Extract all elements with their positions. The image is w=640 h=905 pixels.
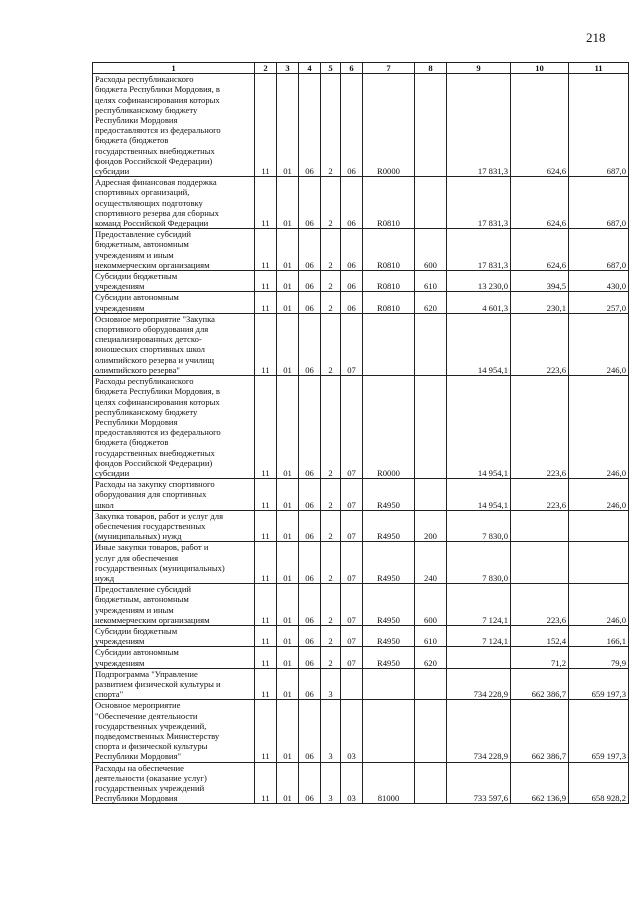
- code-cell: 01: [277, 762, 299, 804]
- code-cell: 01: [277, 376, 299, 479]
- code-cell: R0810: [363, 177, 415, 229]
- code-cell: [415, 177, 447, 229]
- code-cell: 06: [299, 74, 321, 177]
- amount-cell: 79,9: [569, 647, 629, 668]
- code-cell: 11: [255, 479, 277, 511]
- code-cell: 07: [341, 625, 363, 646]
- amount-cell: 246,0: [569, 376, 629, 479]
- code-cell: 07: [341, 584, 363, 626]
- row-name-cell: Расходы республиканского бюджета Республики Мордовия, в целях софинансирования которых республиканскому бюджету Республики Мордовия предоставляются из федерального бюджета (бюджетов государственных внебюджетных фондов Российской Федерации) субсидии: [93, 74, 255, 177]
- row-name-cell: Закупка товаров, работ и услуг для обеспечения государственных (муниципальных) нужд: [93, 510, 255, 542]
- amount-cell: [569, 542, 629, 584]
- amount-cell: 7 830,0: [447, 510, 511, 542]
- header-cell: 1: [93, 63, 255, 74]
- amount-cell: 7 830,0: [447, 542, 511, 584]
- code-cell: [415, 313, 447, 375]
- amount-cell: 394,5: [511, 271, 569, 292]
- header-cell: 7: [363, 63, 415, 74]
- table-row: [93, 762, 629, 804]
- amount-cell: [569, 510, 629, 542]
- code-cell: 06: [299, 479, 321, 511]
- amount-cell: [447, 647, 511, 668]
- code-cell: [363, 668, 415, 700]
- amount-cell: 659 197,3: [569, 700, 629, 762]
- amount-cell: 223,6: [511, 313, 569, 375]
- amount-cell: 257,0: [569, 292, 629, 313]
- code-cell: 01: [277, 625, 299, 646]
- amount-cell: 734 228,9: [447, 668, 511, 700]
- code-cell: 11: [255, 313, 277, 375]
- amount-cell: 246,0: [569, 584, 629, 626]
- code-cell: 2: [321, 584, 341, 626]
- table-row: [93, 700, 629, 762]
- code-cell: 06: [299, 271, 321, 292]
- amount-cell: 662 386,7: [511, 668, 569, 700]
- amount-cell: 624,6: [511, 177, 569, 229]
- code-cell: R0000: [363, 74, 415, 177]
- row-name-cell: Предоставление субсидий бюджетным, автономным учреждениям и иным некоммерческим организациям: [93, 584, 255, 626]
- table-row: [93, 542, 629, 584]
- amount-cell: 7 124,1: [447, 625, 511, 646]
- code-cell: 600: [415, 229, 447, 271]
- code-cell: 610: [415, 625, 447, 646]
- row-name-cell: Иные закупки товаров, работ и услуг для обеспечения государственных (муниципальных) нужд: [93, 542, 255, 584]
- code-cell: 01: [277, 74, 299, 177]
- code-cell: 2: [321, 271, 341, 292]
- code-cell: 06: [299, 542, 321, 584]
- code-cell: 11: [255, 271, 277, 292]
- code-cell: 2: [321, 313, 341, 375]
- code-cell: 11: [255, 376, 277, 479]
- code-cell: 3: [321, 668, 341, 700]
- code-cell: R4950: [363, 510, 415, 542]
- code-cell: [415, 479, 447, 511]
- header-cell: 5: [321, 63, 341, 74]
- code-cell: 07: [341, 376, 363, 479]
- code-cell: 07: [341, 647, 363, 668]
- table-row: [93, 177, 629, 229]
- code-cell: R4950: [363, 647, 415, 668]
- amount-cell: 687,0: [569, 177, 629, 229]
- code-cell: R0000: [363, 376, 415, 479]
- code-cell: [415, 74, 447, 177]
- code-cell: 06: [299, 584, 321, 626]
- code-cell: 06: [299, 510, 321, 542]
- amount-cell: 166,1: [569, 625, 629, 646]
- amount-cell: 223,6: [511, 479, 569, 511]
- amount-cell: 14 954,1: [447, 313, 511, 375]
- code-cell: R0810: [363, 292, 415, 313]
- table-row: [93, 625, 629, 646]
- code-cell: 3: [321, 700, 341, 762]
- table-row: [93, 510, 629, 542]
- table-row: [93, 376, 629, 479]
- table-row: [93, 647, 629, 668]
- amount-cell: 662 386,7: [511, 700, 569, 762]
- table-row: [93, 313, 629, 375]
- code-cell: [415, 762, 447, 804]
- code-cell: 11: [255, 229, 277, 271]
- code-cell: 06: [341, 271, 363, 292]
- code-cell: 06: [299, 668, 321, 700]
- table-row: [93, 668, 629, 700]
- header-cell: 9: [447, 63, 511, 74]
- code-cell: 11: [255, 668, 277, 700]
- code-cell: 11: [255, 542, 277, 584]
- code-cell: 2: [321, 510, 341, 542]
- code-cell: 06: [299, 625, 321, 646]
- row-name-cell: Основное мероприятие "Обеспечение деятельности государственных учреждений, подведомственных Министерству спорта и физической культуры Республики Мордовия": [93, 700, 255, 762]
- code-cell: 2: [321, 292, 341, 313]
- code-cell: 2: [321, 376, 341, 479]
- amount-cell: 17 831,3: [447, 74, 511, 177]
- table-row: [93, 584, 629, 626]
- code-cell: 11: [255, 700, 277, 762]
- code-cell: 06: [341, 292, 363, 313]
- code-cell: 01: [277, 700, 299, 762]
- amount-cell: 658 928,2: [569, 762, 629, 804]
- code-cell: 07: [341, 313, 363, 375]
- code-cell: 06: [299, 700, 321, 762]
- row-name-cell: Подпрограмма "Управление развитием физической культуры и спорта": [93, 668, 255, 700]
- code-cell: 01: [277, 647, 299, 668]
- table-row: [93, 229, 629, 271]
- code-cell: 240: [415, 542, 447, 584]
- row-name-cell: Предоставление субсидий бюджетным, автономным учреждениям и иным некоммерческим организациям: [93, 229, 255, 271]
- code-cell: 600: [415, 584, 447, 626]
- amount-cell: 687,0: [569, 229, 629, 271]
- amount-cell: 223,6: [511, 584, 569, 626]
- table-row: [93, 271, 629, 292]
- code-cell: 07: [341, 479, 363, 511]
- code-cell: 01: [277, 542, 299, 584]
- code-cell: 2: [321, 625, 341, 646]
- code-cell: 11: [255, 292, 277, 313]
- amount-cell: 430,0: [569, 271, 629, 292]
- row-name-cell: Субсидии автономным учреждениям: [93, 647, 255, 668]
- code-cell: 2: [321, 74, 341, 177]
- code-cell: [341, 668, 363, 700]
- amount-cell: 4 601,3: [447, 292, 511, 313]
- table-header-row: [93, 63, 629, 74]
- row-name-cell: Субсидии автономным учреждениям: [93, 292, 255, 313]
- amount-cell: 246,0: [569, 479, 629, 511]
- code-cell: [363, 313, 415, 375]
- amount-cell: 14 954,1: [447, 479, 511, 511]
- code-cell: 620: [415, 647, 447, 668]
- code-cell: 2: [321, 229, 341, 271]
- code-cell: [415, 376, 447, 479]
- row-name-cell: Адресная финансовая поддержка спортивных организаций, осуществляющих подготовку спортивного резерва для сборных команд Российской Федерации: [93, 177, 255, 229]
- header-cell: 11: [569, 63, 629, 74]
- code-cell: 06: [341, 229, 363, 271]
- row-name-cell: Субсидии бюджетным учреждениям: [93, 271, 255, 292]
- amount-cell: 7 124,1: [447, 584, 511, 626]
- amount-cell: 624,6: [511, 74, 569, 177]
- row-name-cell: Субсидии бюджетным учреждениям: [93, 625, 255, 646]
- amount-cell: 624,6: [511, 229, 569, 271]
- code-cell: R4950: [363, 542, 415, 584]
- code-cell: 01: [277, 479, 299, 511]
- code-cell: R0810: [363, 229, 415, 271]
- header-cell: 4: [299, 63, 321, 74]
- amount-cell: 246,0: [569, 313, 629, 375]
- amount-cell: 17 831,3: [447, 177, 511, 229]
- code-cell: 81000: [363, 762, 415, 804]
- amount-cell: 71,2: [511, 647, 569, 668]
- code-cell: 01: [277, 229, 299, 271]
- table-row: [93, 479, 629, 511]
- code-cell: [415, 700, 447, 762]
- header-cell: 8: [415, 63, 447, 74]
- row-name-cell: Расходы республиканского бюджета Республики Мордовия, в целях софинансирования которых республиканскому бюджету Республики Мордовия предоставляются из федерального бюджета (бюджетов государственных внебюджетных фондов Российской Федерации) субсидии: [93, 376, 255, 479]
- code-cell: 11: [255, 584, 277, 626]
- code-cell: 11: [255, 625, 277, 646]
- code-cell: 11: [255, 74, 277, 177]
- code-cell: [415, 668, 447, 700]
- amount-cell: 662 136,9: [511, 762, 569, 804]
- header-cell: 3: [277, 63, 299, 74]
- code-cell: 01: [277, 510, 299, 542]
- code-cell: 07: [341, 542, 363, 584]
- code-cell: R0810: [363, 271, 415, 292]
- code-cell: 620: [415, 292, 447, 313]
- row-name-cell: Расходы на обеспечение деятельности (оказание услуг) государственных учреждений Республики Мордовия: [93, 762, 255, 804]
- code-cell: 06: [299, 313, 321, 375]
- code-cell: 03: [341, 762, 363, 804]
- amount-cell: 230,1: [511, 292, 569, 313]
- amount-cell: 13 230,0: [447, 271, 511, 292]
- code-cell: 01: [277, 177, 299, 229]
- amount-cell: 734 228,9: [447, 700, 511, 762]
- code-cell: 01: [277, 313, 299, 375]
- code-cell: R4950: [363, 584, 415, 626]
- header-cell: 10: [511, 63, 569, 74]
- code-cell: 06: [299, 292, 321, 313]
- budget-table: [92, 62, 629, 804]
- code-cell: 06: [341, 74, 363, 177]
- code-cell: 06: [299, 177, 321, 229]
- code-cell: 06: [341, 177, 363, 229]
- code-cell: 06: [299, 229, 321, 271]
- code-cell: [363, 700, 415, 762]
- code-cell: 2: [321, 647, 341, 668]
- header-cell: 6: [341, 63, 363, 74]
- amount-cell: [511, 542, 569, 584]
- code-cell: 01: [277, 584, 299, 626]
- amount-cell: [511, 510, 569, 542]
- amount-cell: 17 831,3: [447, 229, 511, 271]
- code-cell: 2: [321, 479, 341, 511]
- code-cell: 11: [255, 510, 277, 542]
- code-cell: 11: [255, 647, 277, 668]
- code-cell: 03: [341, 700, 363, 762]
- code-cell: 2: [321, 177, 341, 229]
- amount-cell: 14 954,1: [447, 376, 511, 479]
- code-cell: 610: [415, 271, 447, 292]
- page-number: 218: [586, 30, 606, 45]
- code-cell: 11: [255, 177, 277, 229]
- amount-cell: 659 197,3: [569, 668, 629, 700]
- amount-cell: 223,6: [511, 376, 569, 479]
- code-cell: 06: [299, 762, 321, 804]
- code-cell: R4950: [363, 479, 415, 511]
- amount-cell: 733 597,6: [447, 762, 511, 804]
- header-cell: 2: [255, 63, 277, 74]
- code-cell: 3: [321, 762, 341, 804]
- code-cell: 06: [299, 647, 321, 668]
- amount-cell: 687,0: [569, 74, 629, 177]
- amount-cell: 152,4: [511, 625, 569, 646]
- code-cell: 06: [299, 376, 321, 479]
- code-cell: 01: [277, 271, 299, 292]
- code-cell: R4950: [363, 625, 415, 646]
- row-name-cell: Расходы на закупку спортивного оборудования для спортивных школ: [93, 479, 255, 511]
- code-cell: 07: [341, 510, 363, 542]
- code-cell: 11: [255, 762, 277, 804]
- code-cell: 2: [321, 542, 341, 584]
- code-cell: 01: [277, 668, 299, 700]
- code-cell: 01: [277, 292, 299, 313]
- table-row: [93, 74, 629, 177]
- row-name-cell: Основное мероприятие "Закупка спортивного оборудования для специализированных детско- юношеских спортивных школ олимпийского резерва и училищ олимпийского резерва": [93, 313, 255, 375]
- code-cell: 200: [415, 510, 447, 542]
- table-row: [93, 292, 629, 313]
